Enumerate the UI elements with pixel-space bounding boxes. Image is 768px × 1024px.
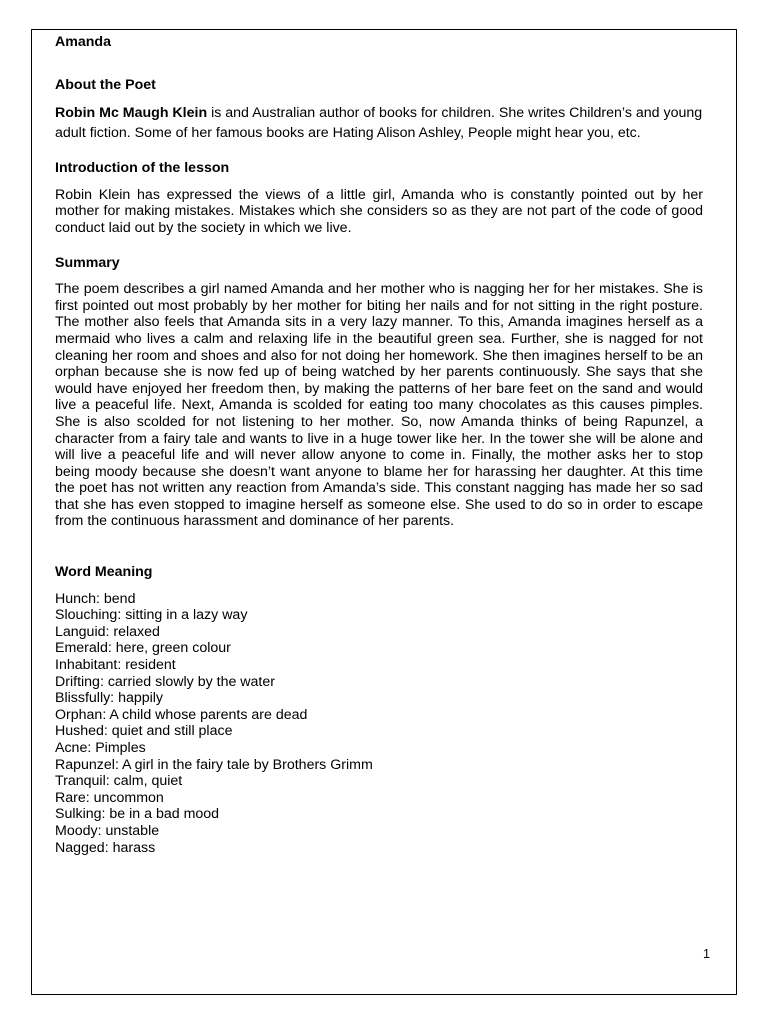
word-meaning-item: Sulking: be in a bad mood — [55, 806, 220, 823]
page-number: 1 — [703, 947, 710, 961]
word-meaning-item: Hushed: quiet and still place — [55, 723, 233, 740]
word-meaning-list — [55, 591, 703, 857]
word-meaning-item: Rare: uncommon — [55, 789, 164, 806]
summary-heading: Summary — [55, 254, 120, 271]
about-poet-text: is and Australian author of books for children. She writes Children’s and young adult fiction. Some of her famous books are Hating Alison Ashley, People might hear you, etc. — [55, 105, 703, 142]
word-meaning-item: Blissfully: happily — [55, 690, 164, 707]
author-name: Robin Mc Maugh Klein — [55, 105, 208, 122]
word-meaning-item: Languid: relaxed — [55, 623, 160, 640]
word-meaning-item: Acne: Pimples — [55, 740, 146, 756]
word-meaning-item: Slouching: sitting in a lazy way — [55, 607, 248, 624]
about-poet-heading: About the Poet — [55, 76, 156, 93]
word-meaning-item: Nagged: harass — [55, 839, 156, 856]
word-meaning-item: Emerald: here, green colour — [55, 640, 231, 657]
word-meaning-item: Orphan: A child whose parents are dead — [55, 706, 308, 723]
word-meaning-item: Hunch: bend — [55, 590, 136, 607]
summary-paragraph: The poem describes a girl named Amanda and her mother who is nagging her for her mistakes. She is first pointed out most probably by her mother for biting her nails and for not sitting in the right posture. The mother also feels that Amanda sits in a very lazy manner. To this, Amanda imagines herself as a mermaid who lives a calm and relaxing life in the beautiful green sea. Further, she is nagged for not cleaning her room and shoes and also for not doing her homework. She then imagines herself to be an orphan because she is now fed up of being watched by her parents continuously. She says that she would have enjoyed her freedom then, by making the patterns of her bare feet on the sand and would live a peaceful life. Next, Amanda is scolded for eating too many chocolates as this causes pimples. She is also scolded for not listening to her mother. So, now Amanda thinks of being Rapunzel, a character from a fairy tale and wants to live in a huge tower like her. In the tower she will be alone and will live a peaceful life and will never allow anyone to come in. Finally, the mother asks her to stop being moody because she doesn’t want anyone to blame her for harassing her daughter. At this time the poet has not written any reaction from Amanda’s side. This constant nagging has made her so sad that she has even stopped to imagine herself as someone else. She used to do so in order to escape from the continuous harassment and dominance of her parents. — [55, 281, 703, 530]
introduction-paragraph: Robin Klein has expressed the views of a little girl, Amanda who is constantly pointed out by her mother for making mistakes. Mistakes which she considers so as they are not part of the code of good conduct laid out by the society in which we live. — [55, 186, 703, 236]
word-meaning-item: Inhabitant: resident — [55, 657, 176, 674]
document-title: Amanda — [55, 34, 111, 50]
word-meaning-heading: Word Meaning — [55, 564, 153, 581]
introduction-heading: Introduction of the lesson — [55, 160, 230, 177]
word-meaning-item: Rapunzel: A girl in the fairy tale by Brothers Grimm — [55, 756, 373, 773]
document-body — [55, 34, 703, 856]
about-poet-paragraph — [55, 103, 703, 143]
word-meaning-item: Tranquil: calm, quiet — [55, 773, 183, 790]
word-meaning-item: Drifting: carried slowly by the water — [55, 673, 275, 690]
word-meaning-item: Moody: unstable — [55, 822, 160, 839]
